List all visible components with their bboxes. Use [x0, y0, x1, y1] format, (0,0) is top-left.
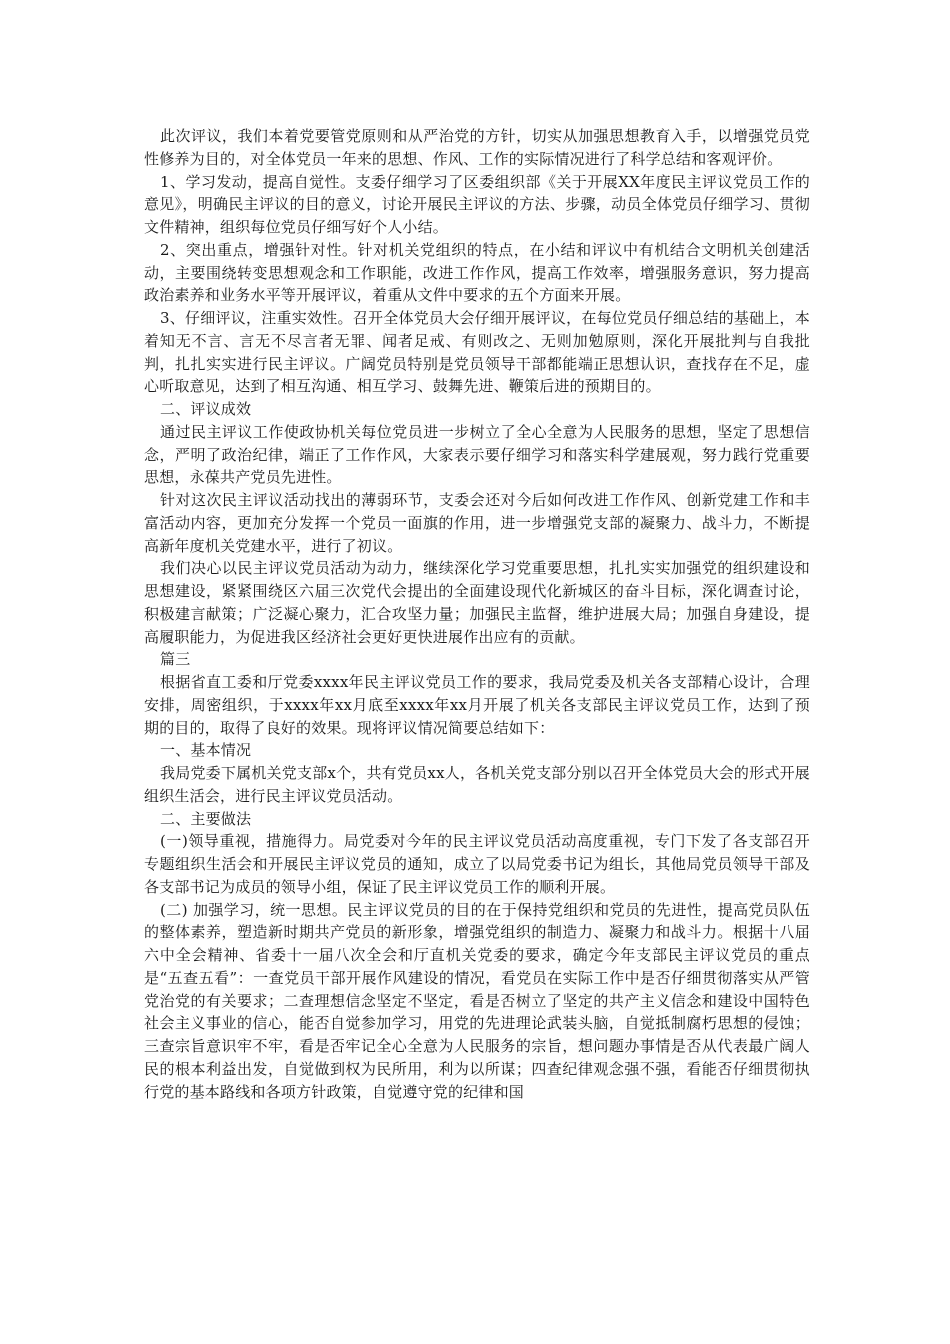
paragraph-basic: 我局党委下属机关党支部x个，共有党员xx人，各机关党支部分别以召开全体党员大会的形式开展组织生活会，进行民主评议党员活动。: [144, 764, 810, 805]
paragraph-item-1: 1、学习发动，提高自觉性。支委仔细学习了区委组织部《关于开展XX年度民主评议党员工作的意见》，明确民主评议的目的意义，讨论开展民主评议的方法、步骤，动员全体党员仔细学习、贯彻文件精神，组织每位党员仔细写好个人小结。: [144, 172, 810, 236]
paragraph-chapter-intro: 根据省直工委和厅党委xxxx年民主评议党员工作的要求，我局党委及机关各支部精心设计，合理安排，周密组织，于xxxx年xx月底至xxxx年xx月开展了机关各支部民主评议党员工作，达到了预期的目的，取得了良好的效果。现将评议情况简要总结如下：: [144, 673, 810, 737]
paragraph-results-2: 针对这次民主评议活动找出的薄弱环节，支委会还对今后如何改进工作作风、创新党建工作和丰富活动内容，更加充分发挥一个党员一面旗的作用，进一步增强党支部的凝聚力、战斗力，不断提高新年度机关党建水平，进行了初议。: [144, 491, 810, 555]
paragraph-results-1: 通过民主评议工作使政协机关每位党员进一步树立了全心全意为人民服务的思想，坚定了思想信念，严明了政治纪律，端正了工作作风，大家表示要仔细学习和落实科学建展观，努力践行党重要思想，永葆共产党员先进性。: [144, 422, 810, 487]
chapter-heading: 篇三: [160, 650, 191, 669]
paragraph-item-2: 2、突出重点，增强针对性。针对机关党组织的特点，在小结和评议中有机结合文明机关创建活动，主要围绕转变思想观念和工作职能，改进工作作风，提高工作效率，增强服务意识，努力提高政治素养和业务水平等开展评议，着重从文件中要求的五个方面来开展。: [144, 240, 810, 305]
paragraph-results-3: 我们决心以民主评议党员活动为动力，继续深化学习党重要思想，扎扎实实加强党的组织建设和思想建设，紧紧围绕区六届三次党代会提出的全面建设现代化新城区的奋斗目标，深化调查讨论，积极建言献策；广泛凝心聚力，汇合攻坚力量；加强民主监督，维护进展大局；加强自身建设，提高履职能力，为促进我区经济社会更好更快进展作出应有的贡献。: [144, 559, 810, 646]
paragraph-intro: 此次评议，我们本着党要管党原则和从严治党的方针，切实从加强思想教育入手，以增强党员党性修养为目的，对全体党员一年来的思想、作风、工作的实际情况进行了科学总结和客观评价。: [144, 127, 810, 168]
section-heading-basic: 一、基本情况: [160, 741, 252, 760]
section-heading-results: 二、评议成效: [160, 400, 252, 418]
paragraph-method-1: (一)领导重视，措施得力。局党委对今年的民主评议党员活动高度重视，专门下发了各支部召开专题组织生活会和开展民主评议党员的通知，成立了以局党委书记为组长，其他局党员领导干部及各支部书记为成员的领导小组，保证了民主评议党员工作的顺利开展。: [144, 832, 810, 896]
document-body: [144, 125, 810, 1103]
section-heading-methods: 二、主要做法: [160, 809, 252, 828]
paragraph-item-3: 3、仔细评议，注重实效性。召开全体党员大会仔细开展评议，在每位党员仔细总结的基础上，本着知无不言、言无不尽言者无罪、闻者足戒、有则改之、无则加勉原则，深化开展批判与自我批判，扎扎实实进行民主评议。广阔党员特别是党员领导干部都能端正思想认识，查找存在不足，虚心听取意见，达到了相互沟通、相互学习、鼓舞先进、鞭策后进的预期目的。: [144, 309, 810, 396]
paragraph-method-2: (二) 加强学习，统一思想。民主评议党员的目的在于保持党组织和党员的先进性，提高党员队伍的整体素养，塑造新时期共产党员的新形象，增强党组织的制造力、凝聚力和战斗力。根据十八届六中全会精神、省委十一届八次全会和厅直机关党委的要求，确定今年支部民主评议党员的重点是“五查五看”：一查党员干部开展作风建设的情况，看党员在实际工作中是否仔细贯彻落实从严管党治党的有关要求；二查理想信念坚定不坚定，看是否树立了坚定的共产主义信念和建设中国特色社会主义事业的信心，能否自觉参加学习，用党的先进理论武装头脑，自觉抵制腐朽思想的侵蚀；三查宗旨意识牢不牢，看是否牢记全心全意为人民服务的宗旨，想问题办事情是否从代表最广阔人民的根本利益出发，自觉做到权为民所用，利为以所谋；四查纪律观念强不强，看能否仔细贯彻执行党的基本路线和各项方针政策，自觉遵守党的纪律和国: [144, 900, 810, 1101]
